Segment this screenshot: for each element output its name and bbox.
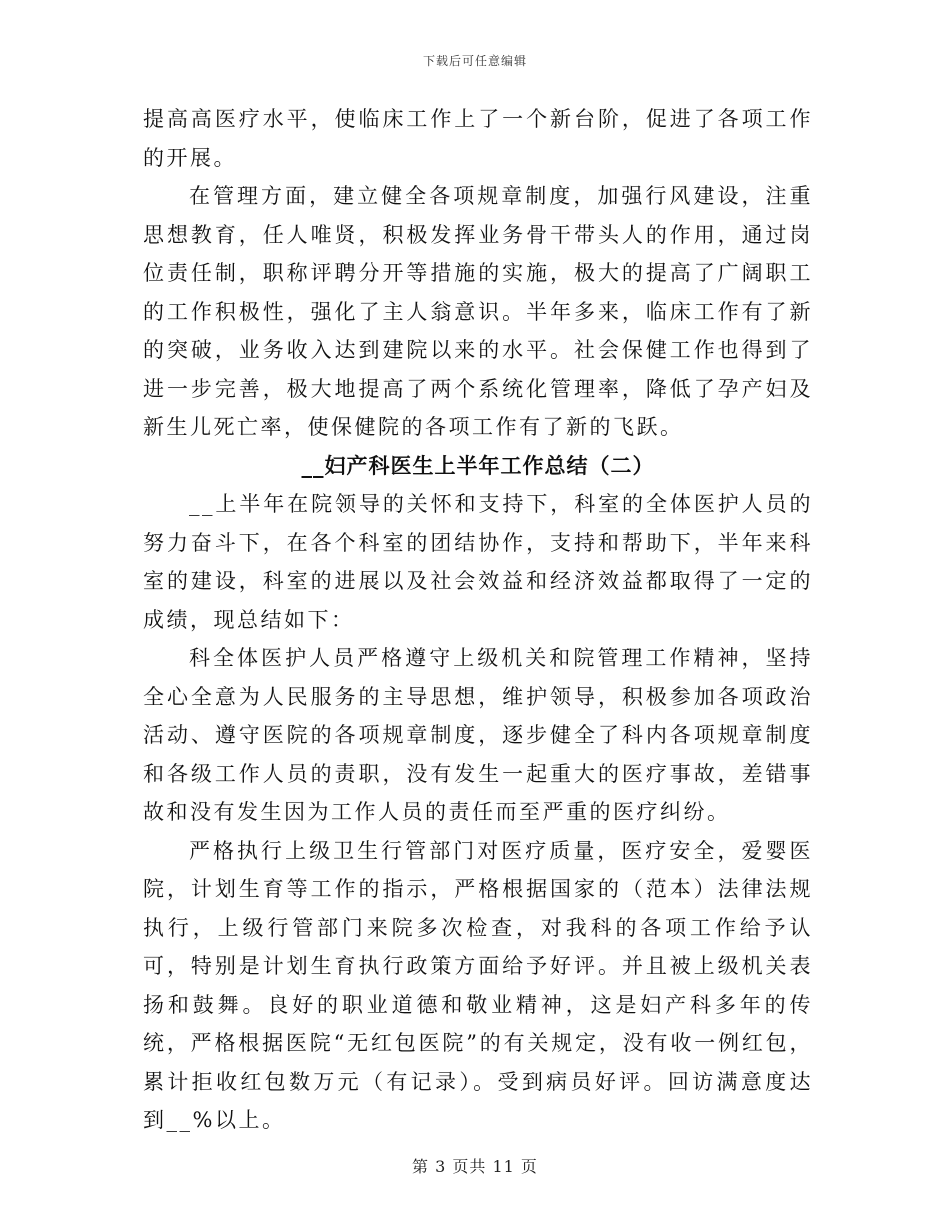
section-title: __妇产科医生上半年工作总结（二） [301,453,655,478]
paragraph-quality: 严格执行上级卫生行管部门对医疗质量，医疗安全，爱婴医院，计划生育等工作的指示，严格根据国家的（范本）法律法规执行，上级行管部门来院多次检查，对我科的各项工作给予认可，特别是计划生育执行政策方面给予好评。并且被上级机关表扬和鼓舞。良好的职业道德和敬业精神，这是妇产科多年的传统，严格根据医院“无红包医院”的有关规定，没有收一例红包，累计拒收红包数万元（有记录）。受到病员好评。回访满意度达到__%以上。 [143,838,813,1132]
paragraph-intro: __上半年在院领导的关怀和支持下，科室的全体医护人员的努力奋斗下，在各个科室的团结协作，支持和帮助下，半年来科室的建设，科室的进展以及社会效益和经济效益都取得了一定的成绩，现总结如下： [143,492,813,632]
paragraph-management: 在管理方面，建立健全各项规章制度，加强行风建设，注重思想教育，任人唯贤，积极发挥业务骨干带头人的作用，通过岗位责任制，职称评聘分开等措施的实施，极大的提高了广阔职工的工作积极性，强化了主人翁意识。半年多来，临床工作有了新的突破，业务收入达到建院以来的水平。社会保健工作也得到了进一步完善，极大地提高了两个系统化管理率，降低了孕产妇及新生儿死亡率，使保健院的各项工作有了新的飞跃。 [143,184,813,439]
page-number: 第 3 页共 11 页 [412,1157,538,1176]
document-body [143,100,813,1140]
paragraph-discipline: 科全体医护人员严格遵守上级机关和院管理工作精神，坚持全心全意为人民服务的主导思想，维护领导，积极参加各项政治活动、遵守医院的各项规章制度，逐步健全了科内各项规章制度和各级工作人员的责职，没有发生一起重大的医疗事故，差错事故和没有发生因为工作人员的责任而至严重的医疗纠纷。 [143,646,813,824]
paragraph-continuation: 提高高医疗水平，使临床工作上了一个新台阶，促进了各项工作的开展。 [143,107,813,170]
page-header: 下载后可任意编辑 [422,54,527,68]
